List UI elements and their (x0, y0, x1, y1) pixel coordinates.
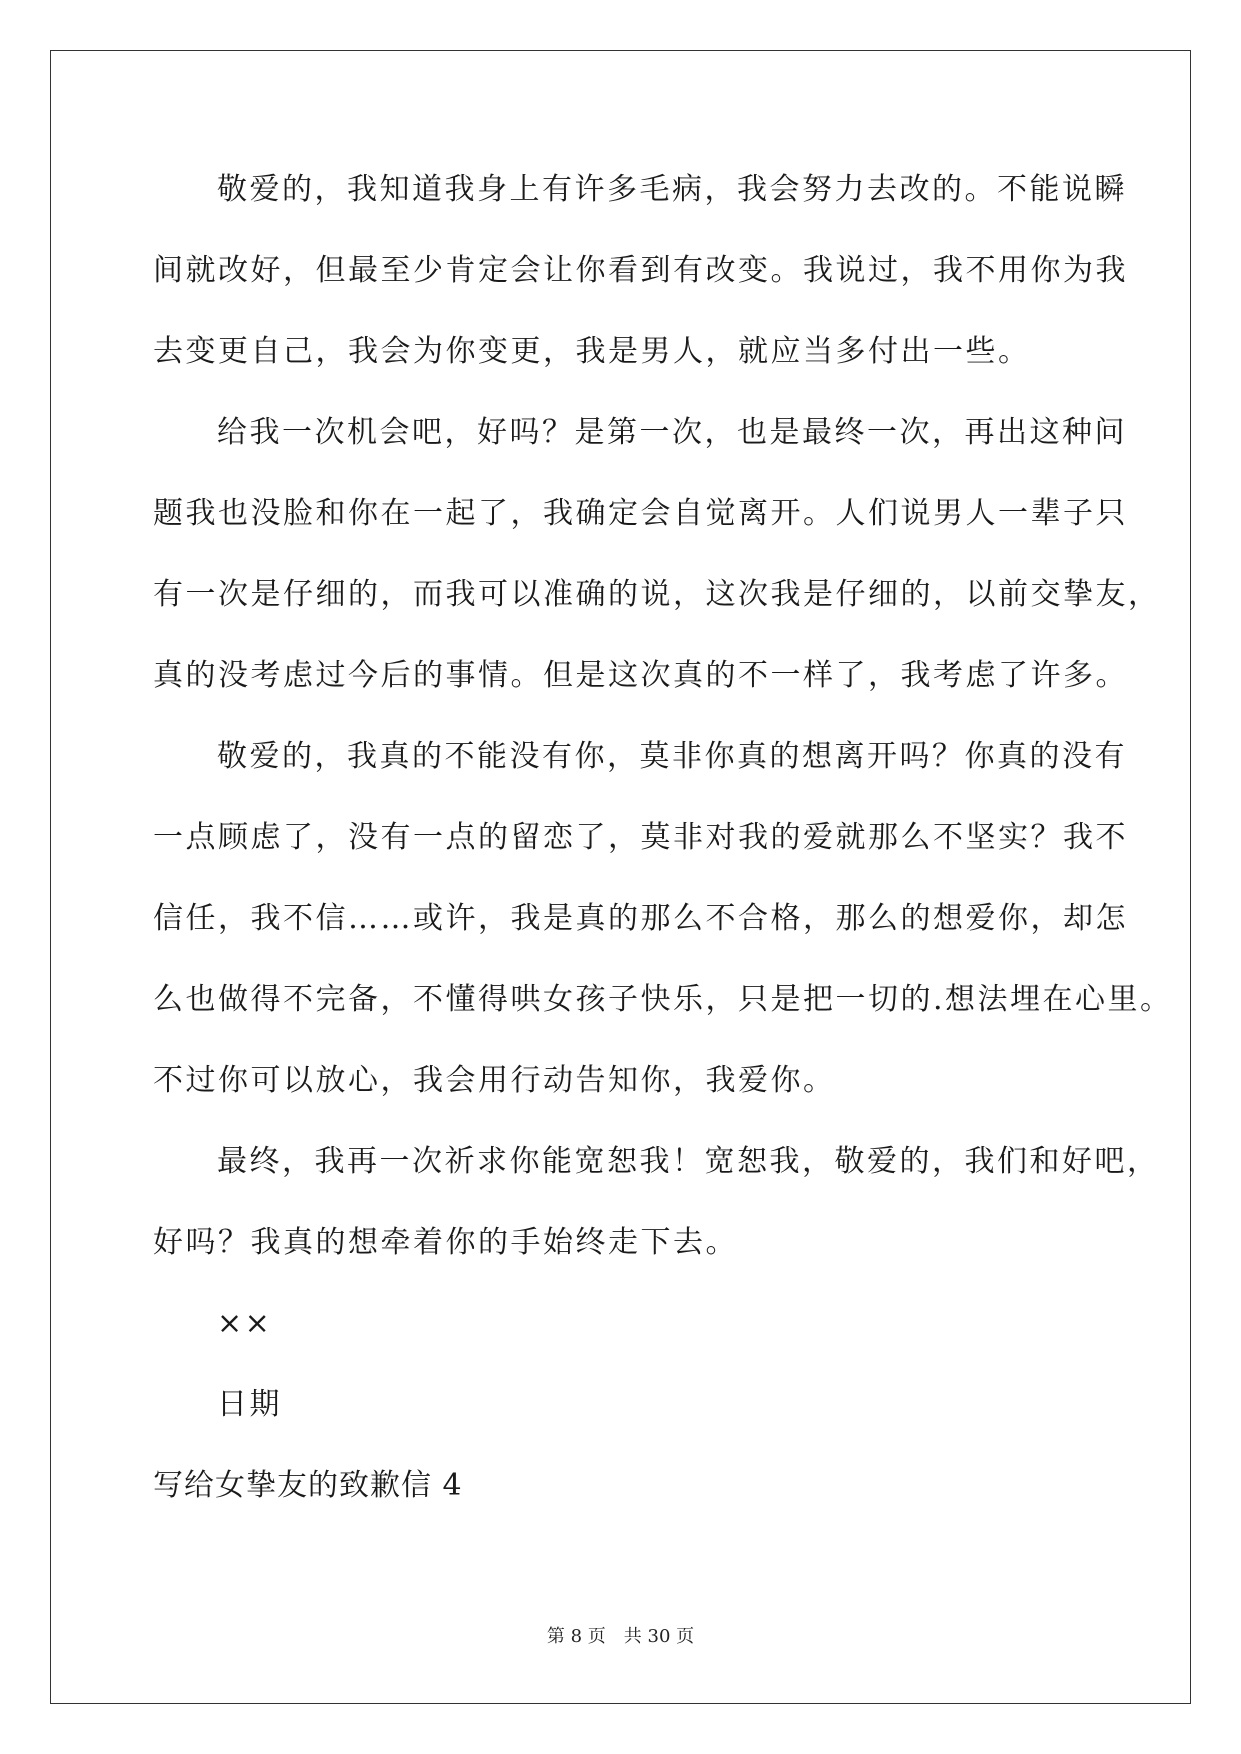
date-line: 日期 (217, 1387, 282, 1422)
page-footer (0, 1622, 1241, 1648)
text-line: 间就改好，但最至少肯定会让你看到有改变。我说过，我不用你为我 (153, 253, 1128, 288)
page-number: 第 8 页 (546, 1626, 606, 1647)
text-line: 一点顾虑了，没有一点的留恋了，莫非对我的爱就那么不坚实？我不 (153, 820, 1128, 855)
text-line: 有一次是仔细的，而我可以准确的说，这次我是仔细的，以前交挚友， (153, 577, 1161, 612)
text-line: 去变更自己，我会为你变更，我是男人，就应当多付出一些。 (153, 334, 1031, 369)
text-line: 题我也没脸和你在一起了，我确定会自觉离开。人们说男人一辈子只 (153, 496, 1128, 531)
text-line: 最终，我再一次祈求你能宽恕我！宽恕我，敬爱的，我们和好吧， (217, 1144, 1160, 1179)
signature-line: ×× (217, 1306, 273, 1341)
text-line: 好吗？我真的想牵着你的手始终走下去。 (153, 1225, 738, 1260)
text-line: 敬爱的，我真的不能没有你，莫非你真的想离开吗？你真的没有 (217, 739, 1127, 774)
text-line: 不过你可以放心，我会用行动告知你，我爱你。 (153, 1063, 836, 1098)
text-line: 信任，我不信……或许，我是真的那么不合格，那么的想爱你，却怎 (153, 901, 1128, 936)
text-line: 真的没考虑过今后的事情。但是这次真的不一样了，我考虑了许多。 (153, 658, 1128, 693)
page-total: 共 30 页 (623, 1626, 695, 1647)
text-line: 敬爱的，我知道我身上有许多毛病，我会努力去改的。不能说瞬 (217, 172, 1127, 207)
text-line: 给我一次机会吧，好吗？是第一次，也是最终一次，再出这种问 (217, 415, 1127, 450)
text-line: 么也做得不完备，不懂得哄女孩子快乐，只是把一切的.想法埋在心里。 (153, 982, 1173, 1017)
section-heading: 写给女挚友的致歉信 4 (153, 1468, 463, 1503)
document-body (153, 160, 1173, 1537)
